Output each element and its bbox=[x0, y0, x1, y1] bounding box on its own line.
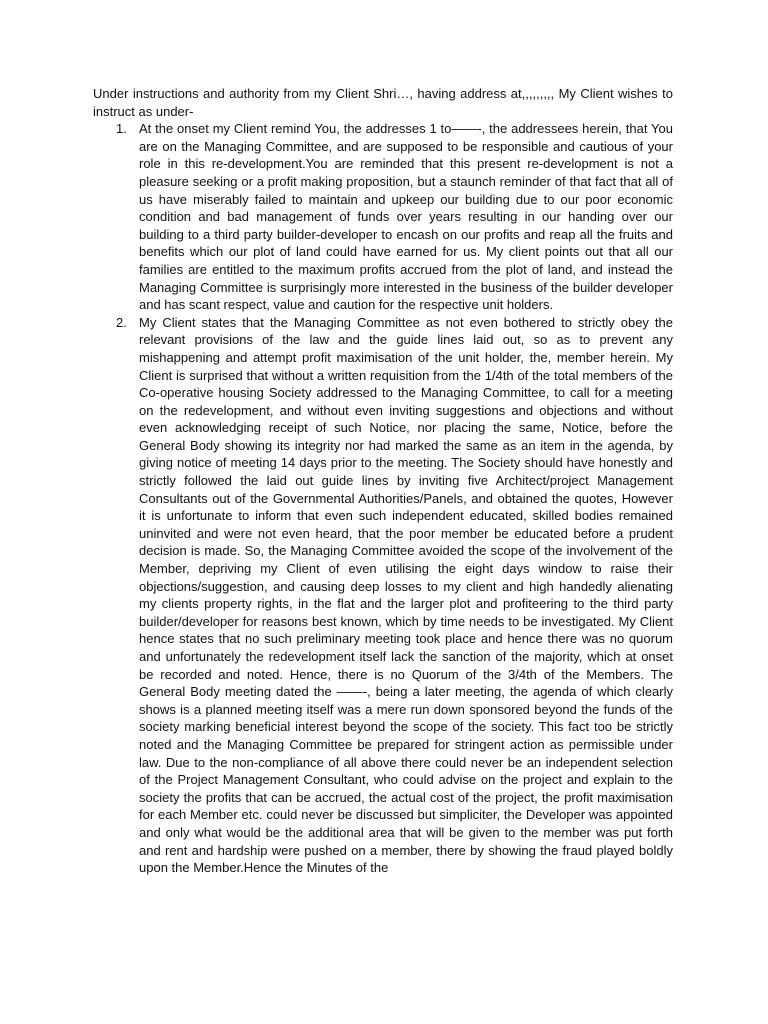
intro-paragraph: Under instructions and authority from my Client Shri…, having address at,,,,,,,,, My Client wishes to instruct as under- bbox=[93, 86, 673, 119]
clause-item bbox=[116, 120, 673, 314]
clause-number: 1. bbox=[116, 121, 127, 137]
document-page bbox=[93, 85, 673, 877]
clause-list bbox=[93, 120, 673, 877]
clause-item bbox=[116, 314, 673, 877]
clause-text: My Client states that the Managing Committee as not even bothered to strictly obey the relevant provisions of the law and the guide lines laid out, so as to prevent any mishappening and attempt profit maximisation of the unit holder, the, member herein. My Client is surprised that without a written requisition from the 1/4th of the total members of the Co-operative housing Society addressed to the Managing Committee, to call for a meeting on the redevelopment, and without even inviting suggestions and objections and without even acknowledging receipt of such Notice, nor placing the same, Notice, before the General Body showing its integrity nor had marked the same as an item in the agenda, by giving notice of meeting 14 days prior to the meeting. The Society should have honestly and strictly followed the laid out guide lines by inviting five Architect/project Management Consultants out of the Governmental Authorities/Panels, and obtained the quotes, However it is unfortunate to inform that even such independent educated, skilled bodies remained uninvited and were not even heard, that the poor member be educated before a prudent decision is made. So, the Managing Committee avoided the scope of the involvement of the Member, depriving my Client of even utilising the eight days window to raise their objections/suggestion, and causing deep losses to my client and high handedly alienating my clients property rights, in the flat and the larger plot and profiteering to the third party builder/developer for reasons best known, which by time needs to be investigated. My Client hence states that no such preliminary meeting took place and hence there was no quorum and unfortunately the redevelopment itself lack the sanction of the majority, which at onset be recorded and noted. Hence, there is no Quorum of the 3/4th of the Members. The General Body meeting dated the ——-, being a later meeting, the agenda of which clearly shows is a planned meeting itself was a mere run down sponsored beyond the funds of the society marking beneficial interest beyond the scope of the society. This fact too be strictly noted and the Managing Committee be prepared for stringent action as permissible under law. Due to the non-compliance of all above there could never be an independent selection of the Project Management Consultant, who could advise on the project and explain to the society the profits that can be accrued, the actual cost of the project, the profit maximisation for each Member etc. could never be discussed but simpliciter, the Developer was appointed and only what would be the additional area that will be given to the member was put forth and rent and hardship were pushed on a member, there by showing the fraud played boldly upon the Member.Hence the Minutes of the bbox=[139, 314, 673, 876]
clause-number: 2. bbox=[116, 314, 127, 330]
clause-text: At the onset my Client remind You, the addresses 1 to——-, the addressees herein, that You are on the Managing Committee, and are supposed to be responsible and cautious of your role in this re-development.You are reminded that this present re-development is not a pleasure seeking or a profit making proposition, but a staunch reminder of that fact that all of us have miserably failed to maintain and upkeep our building due to our poor economic condition and bad management of funds over years resulting in our handing over our building to a third party builder-developer to encash on our profits and reap all the fruits and benefits which our plot of land could have earned for us. My client points out that all our families are entitled to the maximum profits accrued from the plot of land, and instead the Managing Committee is surprisingly more interested in the business of the builder developer and has scant respect, value and caution for the respective unit holders. bbox=[139, 121, 673, 313]
